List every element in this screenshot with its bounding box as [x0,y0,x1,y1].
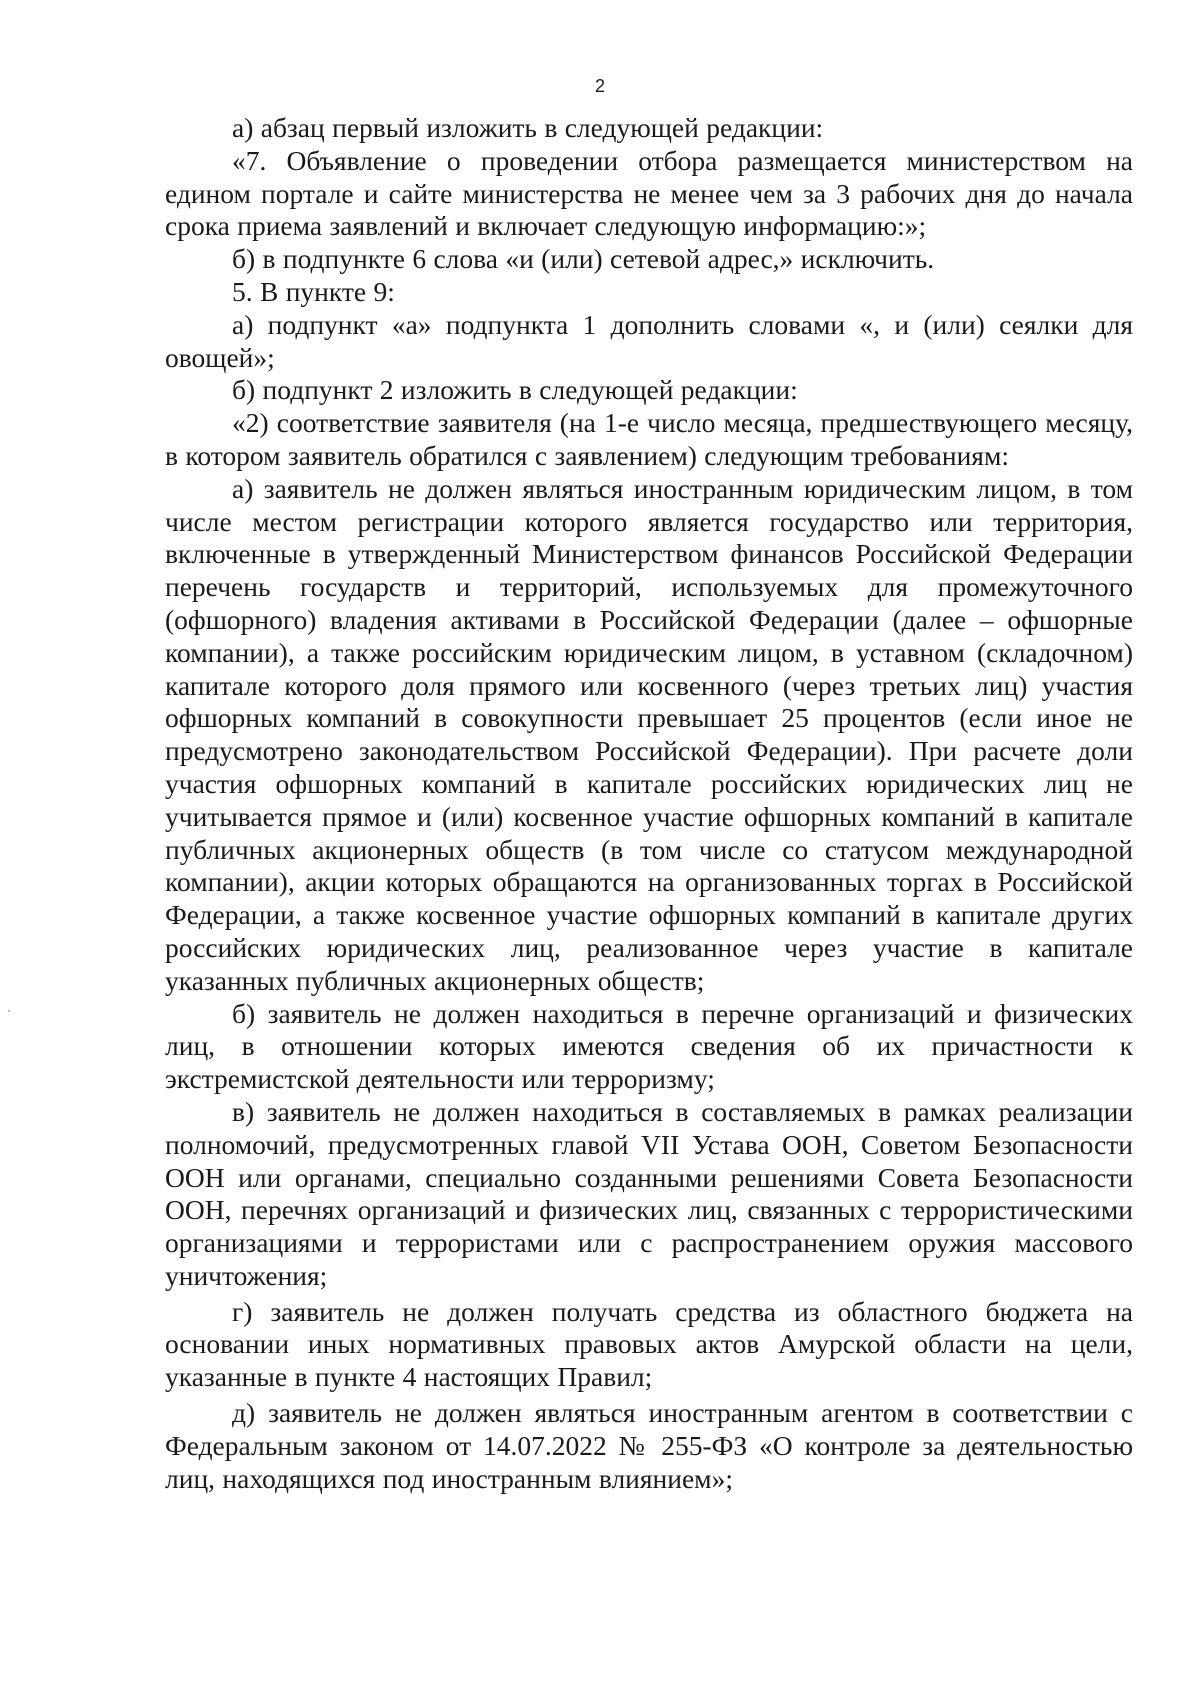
paragraph-a-abzac: а) абзац первый изложить в следующей редакции: [232,112,824,143]
paragraph-punkt-9: 5. В пункте 9: [232,275,395,307]
paragraph-b-podpunkt-2: б) подпункт 2 изложить в следующей редакции: [232,374,798,406]
paragraph-d-foreign-agent: д) заявитель не должен являться иностранным агентом в соответствии с Федеральным законом от 14.07.2022 № 255-ФЗ «О контроле за деятельностью лиц, находящихся под иностранным влиянием»; [165,1397,1133,1494]
page-number: 2 [594,76,605,96]
paragraph-g-regional-budget: г) заявитель не должен получать средства из областного бюджета на основании иных нормативных правовых актов Амурской области на цели, указанные в пункте 4 настоящих Правил; [165,1295,1133,1393]
paragraph-a-podpunkt-a: а) подпункт «а» подпункта 1 дополнить словами «, и (или) сеялки для овощей»; [165,308,1133,373]
paragraph-b-extremism-list: б) заявитель не должен находиться в перечне организаций и физических лиц, в отношении которых имеются сведения об их причастности к экстремистской деятельности или терроризму; [165,997,1133,1095]
paragraph-v-un-security-council: в) заявитель не должен находиться в составляемых в рамках реализации полномочий, предусмотренных главой VII Устава ООН, Советом Безопасности ООН или органами, специально созданными решениями Совета Безопасности ООН, перечнях организаций и физических лиц, связанных с террористическими организациями и террористами или с распространением оружия массового уничтожения; [165,1095,1133,1291]
paragraph-quote-2-requirements: «2) соответствие заявителя (на 1-е число месяца, предшествующего месяцу, в котором заявитель обратился с заявлением) следующим требованиям: [165,407,1133,471]
document-body [165,112,1133,1495]
paragraph-a-foreign-entity: а) заявитель не должен являться иностранным юридическим лицом, в том числе местом регистрации которого является государство или территория, включенные в утвержденный Министерством финансов Российской Федерации перечень государств и территорий, используемых для промежуточного (офшорного) владения активами в Российской Федерации (далее – офшорные компании), а также российским юридическим лицом, в уставном (складочном) капитале которого доля прямого или косвенного (через третьих лиц) участия офшорных компаний в совокупности превышает 25 процентов (если иное не предусмотрено законодательством Российской Федерации). При расчете доли участия офшорных компаний в капитале российских юридических лиц не учитывается прямое и (или) косвенное участие офшорных компаний в капитале публичных акционерных обществ (в том числе со статусом международной компании), акции которых обращаются на организованных торгах в Российской Федерации, а также косвенное участие офшорных компаний в капитале других российских юридических лиц, реализованное через участие в капитале указанных публичных акционерных обществ; [165,472,1133,996]
paragraph-quote-7: «7. Объявление о проведении отбора размещается министерством на едином портале и сайте министерства не менее чем за 3 рабочих дня до начала срока приема заявлений и включает следующую информацию:»; [165,144,1133,242]
scan-artifact-mark [8,1010,10,1012]
paragraph-b-podpunkt-6: б) в подпункте 6 слова «и (или) сетевой адрес,» исключить. [232,243,935,275]
